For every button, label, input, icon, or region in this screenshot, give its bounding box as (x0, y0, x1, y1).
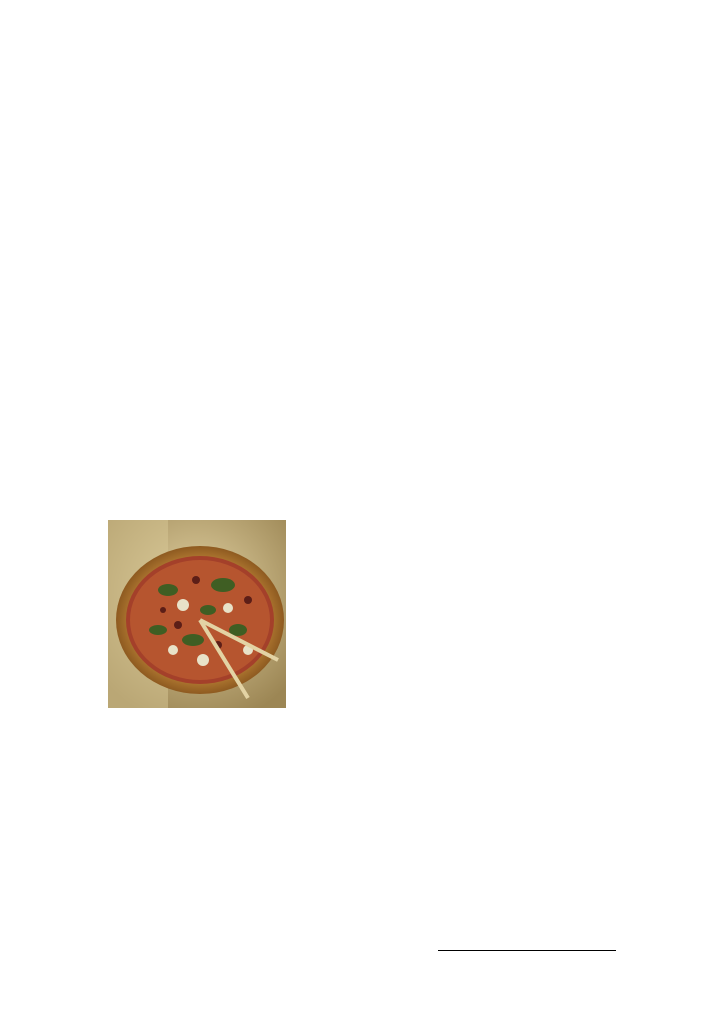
footnote-separator (438, 950, 616, 951)
pizza-image (108, 520, 286, 708)
pizza-photo (108, 520, 286, 708)
